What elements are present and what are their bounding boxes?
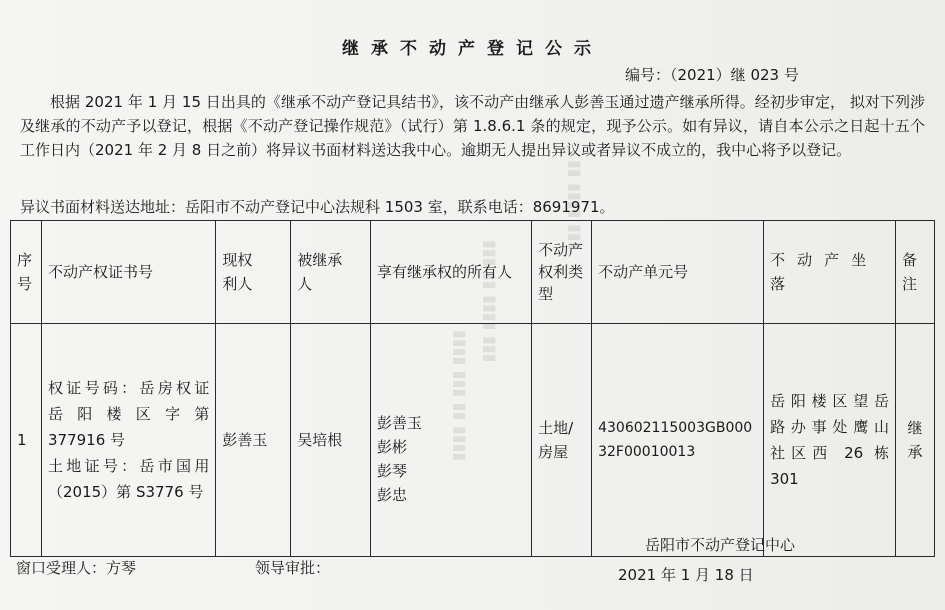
header-heirs: 享有继承权的所有人 [371, 221, 532, 324]
unit-no-line: 32F00010013 [598, 444, 696, 460]
cell-holder: 彭善玉 [216, 324, 291, 557]
header-holder: 现权利人 [216, 221, 291, 324]
cell-cert-no [42, 324, 216, 557]
cell-decedent: 吴培根 [291, 324, 371, 557]
header-cert-no: 不动产权证书号 [42, 221, 216, 324]
heir-name: 彭琴 [377, 462, 408, 480]
header-remark: 备注 [896, 221, 935, 324]
header-decedent: 被继承人 [291, 221, 371, 324]
leader-approval: 领导审批： [255, 559, 331, 577]
right-type-line: 房屋 [538, 443, 569, 461]
header-location: 不动产坐落 [764, 221, 896, 324]
location-line: 路办事处鹰山 [770, 418, 889, 436]
notice-paragraph: 根据 2021 年 1 月 15 日出具的《继承不动产登记具结书》，该不动产由继承人彭善玉通过遗产继承所得。经初步审定， 拟对下列涉及继承的不动产予以登记，根据《不动产登记操作规范》（试行）第 1.8.6.1 条的规定，现予公示。如有异议，请自本公示之日起十五个工作日内（2021 年 2 月 8 日之前）将异议书面材料送达我中心。逾期无人提出异议或者异议不成立的，我中心将予以登记。 [20, 93, 925, 159]
header-right-type: 不动产权利类型 [532, 221, 592, 324]
cell-unit-no [592, 324, 764, 557]
cell-seq: 1 [11, 324, 42, 557]
table-header-row [11, 221, 935, 324]
issuing-organization: 岳阳市不动产登记中心 [645, 536, 796, 554]
header-unit-no: 不动产单元号 [592, 221, 764, 324]
cell-right-type [532, 324, 592, 557]
location-line: 岳阳楼区望岳 [770, 392, 889, 410]
header-seq: 序号 [11, 221, 42, 324]
location-line: 301 [770, 470, 799, 488]
cert-line: 377916 号 [48, 431, 126, 449]
location-line: 社区西 26 栋 [770, 444, 889, 462]
right-type-line: 土地/ [538, 419, 574, 437]
heir-name: 彭忠 [377, 486, 408, 504]
heir-name: 彭善玉 [377, 414, 423, 432]
remark-line: 继 [907, 419, 923, 437]
cell-remark [896, 324, 935, 557]
heir-name: 彭彬 [377, 438, 408, 456]
table-row [11, 324, 935, 557]
cell-location [764, 324, 896, 557]
cert-line: 土地证号：岳市国用 [48, 457, 210, 475]
objection-address: 异议书面材料送达地址：岳阳市不动产登记中心法规科 1503 室，联系电话：8691971。 [20, 198, 615, 216]
notice-title: 继承不动产登记公示 [342, 39, 603, 59]
document-number: 编号：（2021）继 023 号 [625, 66, 799, 84]
unit-no-line: 430602115003GB000 [598, 420, 753, 436]
cell-heirs [371, 324, 532, 557]
registration-table [10, 220, 935, 557]
cert-line: 岳 阳 楼 区 字 第 [48, 405, 210, 423]
cert-line: （2015）第 S3776 号 [48, 483, 204, 501]
notice-date: 2021 年 1 月 18 日 [618, 566, 754, 584]
cert-line: 权证号码：岳房权证 [48, 379, 210, 397]
remark-line: 承 [907, 443, 923, 461]
window-clerk: 窗口受理人：方琴 [16, 559, 137, 577]
